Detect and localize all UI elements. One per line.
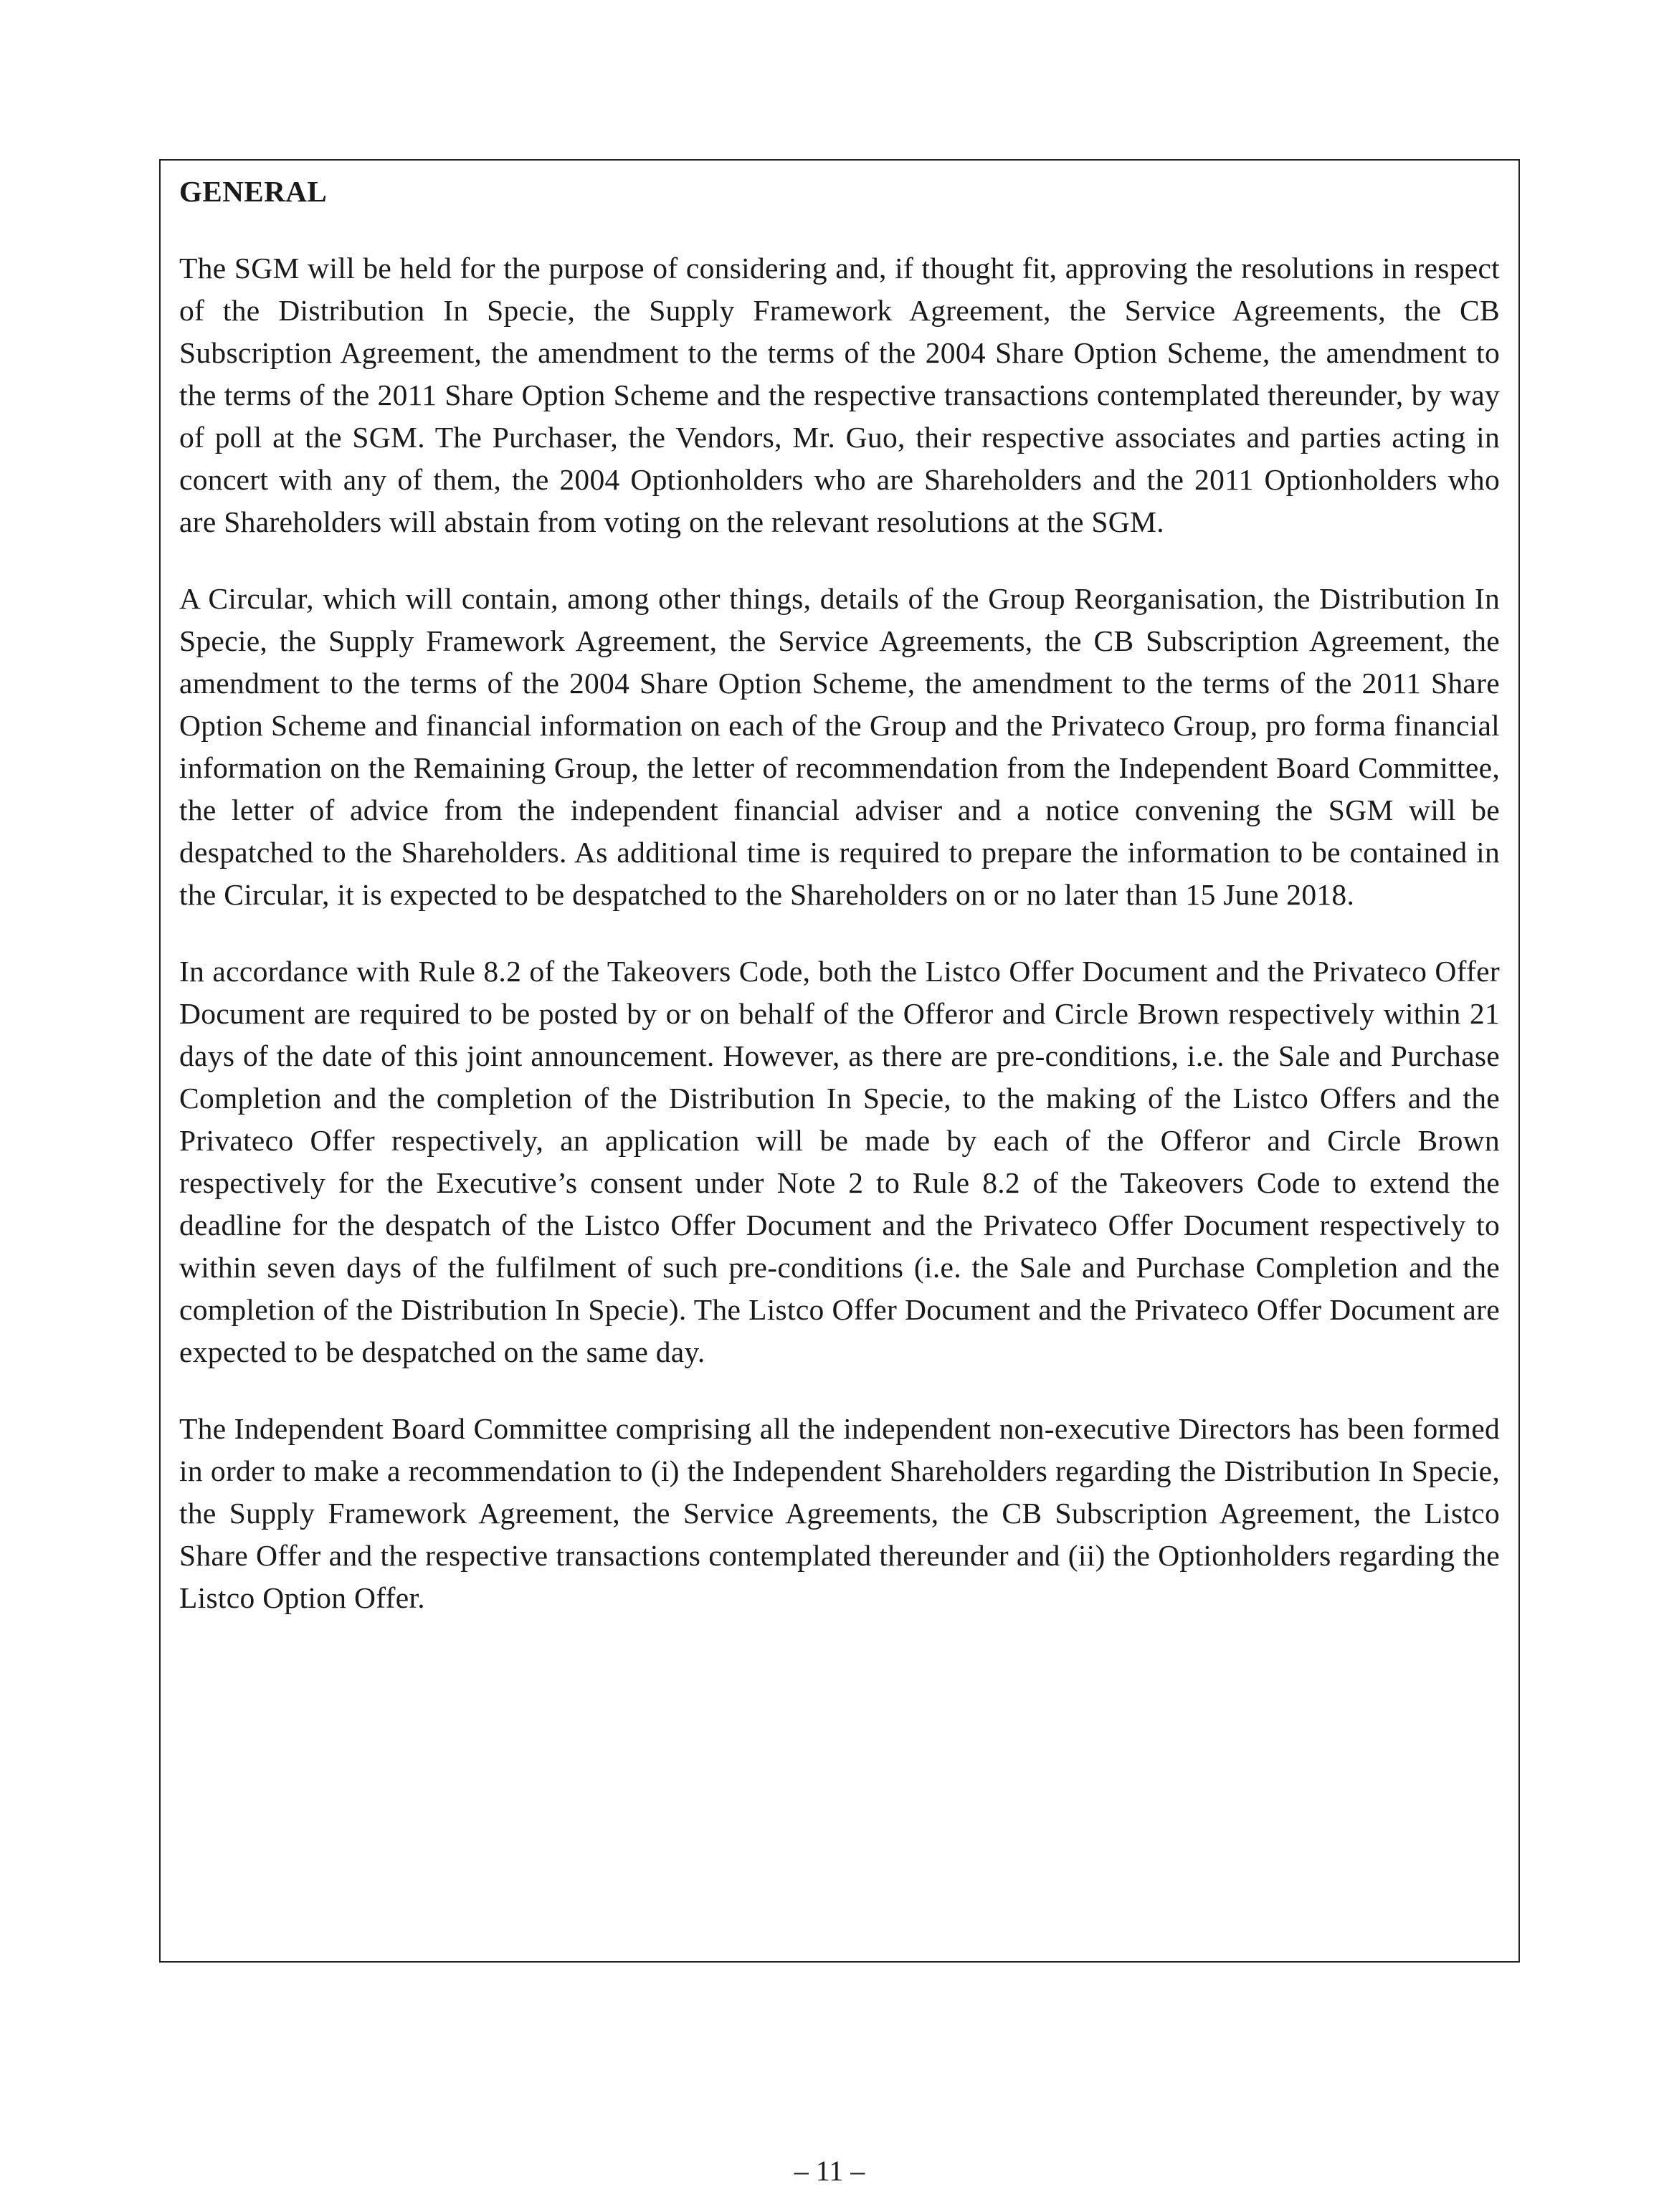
page-number: – 11 – [794,2155,865,2187]
paragraph-offer-documents: In accordance with Rule 8.2 of the Takeovers Code, both the Listco Offer Document and the Privateco Offer Document are required to be posted by or on behalf of the Offeror and Circle Brown respectively within 21 days of the date of this joint announcement. However, as there are pre-conditions, i.e. the Sale and Purchase Completion and the completion of the Distribution In Specie, to the making of the Listco Offers and the Privateco Offer respectively, an application will be made by each of the Offeror and Circle Brown respectively for the Executive’s consent under Note 2 to Rule 8.2 of the Takeovers Code to extend the deadline for the despatch of the Listco Offer Document and the Privateco Offer Document respectively to within seven days of the fulfilment of such pre-conditions (i.e. the Sale and Purchase Completion and the completion of the Distribution In Specie). The Listco Offer Document and the Privateco Offer Document are expected to be despatched on the same day. [179,955,1500,1368]
paragraph-independent-board-committee: The Independent Board Committee comprising all the independent non-executive Directors has been formed in order to make a recommendation to (i) the Independent Shareholders regarding the Distribution In Specie, the Supply Framework Agreement, the Service Agreements, the CB Subscription Agreement, the Listco Share Offer and the respective transactions contemplated thereunder and (ii) the Optionholders regarding the Listco Option Offer. [179,1412,1500,1614]
general-section-box [159,159,1520,1963]
paragraph-circular: A Circular, which will contain, among other things, details of the Group Reorganisation, the Distribution In Specie, the Supply Framework Agreement, the Service Agreements, the CB Subscription Agreement, the amendment to the terms of the 2004 Share Option Scheme, the amendment to the terms of the 2011 Share Option Scheme and financial information on each of the Group and the Privateco Group, pro forma financial information on the Remaining Group, the letter of recommendation from the Independent Board Committee, the letter of advice from the independent financial adviser and a notice convening the SGM will be despatched to the Shareholders. As additional time is required to prepare the information to be contained in the Circular, it is expected to be despatched to the Shareholders on or no later than 15 June 2018. [179,582,1500,911]
paragraph-sgm-resolutions: The SGM will be held for the purpose of considering and, if thought fit, approving the resolutions in respect of the Distribution In Specie, the Supply Framework Agreement, the Service Agreements, the CB Subscription Agreement, the amendment to the terms of the 2004 Share Option Scheme, the amendment to the terms of the 2011 Share Option Scheme and the respective transactions contemplated thereunder, by way of poll at the SGM. The Purchaser, the Vendors, Mr. Guo, their respective associates and parties acting in concert with any of them, the 2004 Optionholders who are Shareholders and the 2011 Optionholders who are Shareholders will abstain from voting on the relevant resolutions at the SGM. [179,252,1500,538]
section-heading: GENERAL [179,175,328,208]
